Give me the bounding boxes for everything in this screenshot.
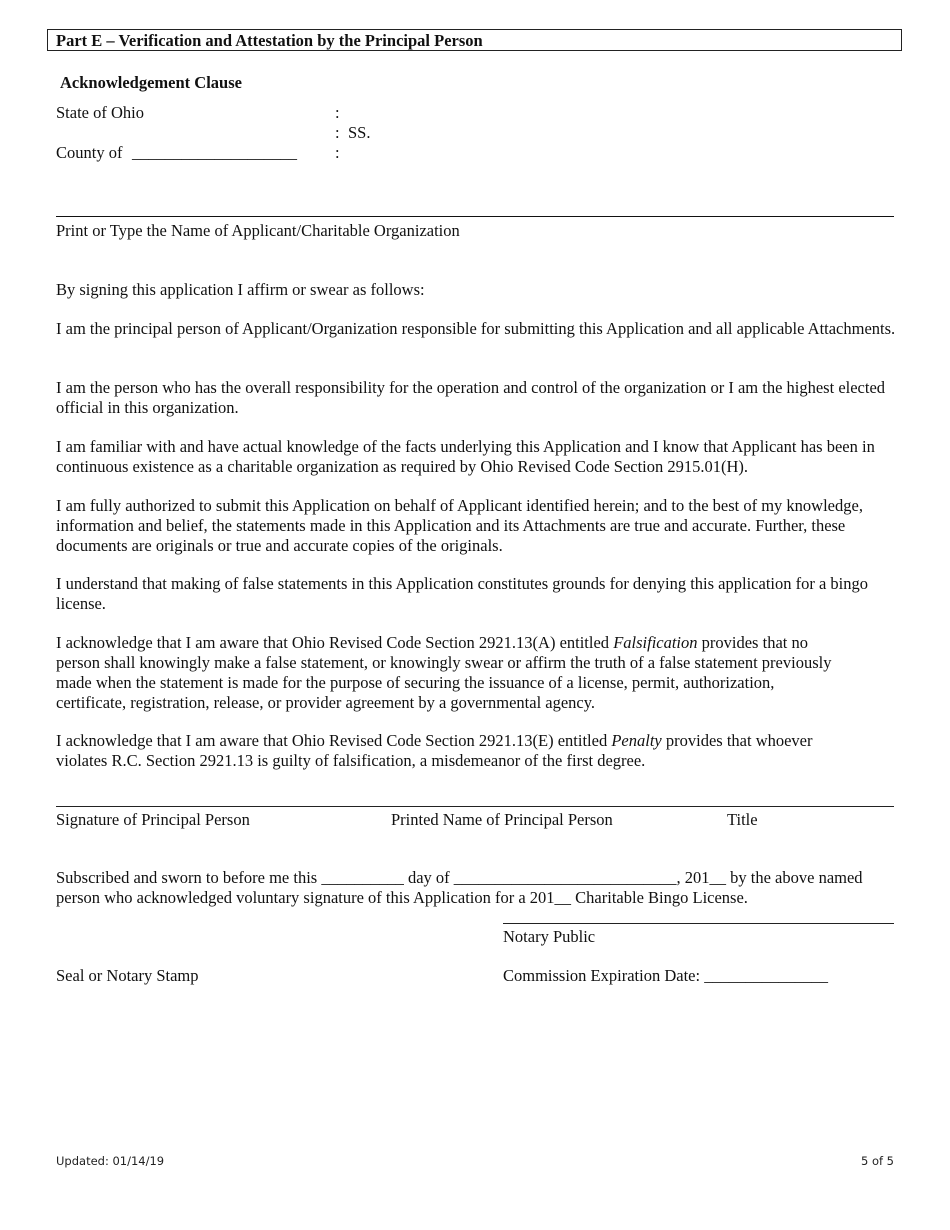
notary-statement-line-2: person who acknowledged voluntary signature of this Application for a 201__ Charitable Bingo License.	[56, 888, 748, 907]
affirm-paragraph-6	[56, 633, 846, 713]
commission-expiration-label: Commission Expiration Date: _______________	[503, 966, 828, 985]
title-label: Title	[727, 810, 758, 829]
state-label: State of Ohio	[56, 103, 144, 122]
affirm-paragraph-5: I understand that making of false statements in this Application constitutes grounds for denying this application for a bingo license.	[56, 574, 869, 613]
section-header-box	[47, 29, 902, 51]
colon-2: :	[335, 123, 340, 142]
p6-italic-term: Falsification	[613, 633, 698, 652]
ss-label: SS.	[348, 123, 371, 142]
signature-label: Signature of Principal Person	[56, 810, 250, 829]
p7-italic-term: Penalty	[611, 731, 662, 750]
p6-text-pre: I acknowledge that I am aware that Ohio Revised Code Section 2921.13(A) entitled	[56, 633, 614, 652]
affirm-paragraph-1: I am the principal person of Applicant/Organization responsible for submitting this Application and all applicable Attachments.	[56, 319, 896, 338]
p7-text-pre: I acknowledge that I am aware that Ohio Revised Code Section 2921.13(E) entitled	[56, 731, 612, 750]
affirm-paragraph-4: I am fully authorized to submit this Application on behalf of Applicant identified herein; and to the best of my knowledge, information and belief, the statements made in this Application and its Attachments are true and accurate. Further, these documents are originals or true and accurate copies of the originals.	[56, 496, 863, 555]
county-label: County of	[56, 143, 123, 162]
notary-signature-line[interactable]	[503, 923, 894, 924]
p6-text-post: provides that no person shall knowingly make a false statement, or knowingly swear or affirm the truth of a false statement previously made when the statement is made for the purpose of securing the issuance of a license, permit, authorization, certificate, registration, release, or provider agreement by a governmental agency.	[56, 633, 832, 712]
p7-text-post: provides that whoever violates R.C. Section 2921.13 is guilty of falsification, a misdemeanor of the first degree.	[56, 731, 813, 770]
notary-statement-line-1: Subscribed and sworn to before me this __________ day of ___________________________, 201__ by the above named	[56, 868, 863, 887]
notary-public-label: Notary Public	[503, 927, 596, 946]
affirm-intro: By signing this application I affirm or swear as follows:	[56, 280, 425, 299]
county-field[interactable]: ____________________	[132, 143, 297, 162]
affirm-paragraph-2: I am the person who has the overall responsibility for the operation and control of the organization or I am the highest elected official in this organization.	[56, 378, 886, 417]
section-title: Part E – Verification and Attestation by the Principal Person	[56, 31, 483, 50]
applicant-name-line[interactable]	[56, 216, 894, 217]
acknowledgement-title: Acknowledgement Clause	[60, 73, 242, 92]
footer-updated: Updated: 01/14/19	[56, 1154, 165, 1168]
signature-line[interactable]	[56, 806, 894, 807]
printed-name-label: Printed Name of Principal Person	[391, 810, 613, 829]
seal-label: Seal or Notary Stamp	[56, 966, 199, 985]
affirm-paragraph-3: I am familiar with and have actual knowledge of the facts underlying this Application and I know that Applicant has been in continuous existence as a charitable organization as required by Ohio Revised Code Section 2915.01(H).	[56, 437, 875, 476]
colon-3: :	[335, 143, 340, 162]
applicant-caption: Print or Type the Name of Applicant/Charitable Organization	[56, 221, 460, 240]
footer-page-number: 5 of 5	[860, 1154, 894, 1168]
affirm-paragraph-7	[56, 731, 856, 771]
colon-1: :	[335, 103, 340, 122]
